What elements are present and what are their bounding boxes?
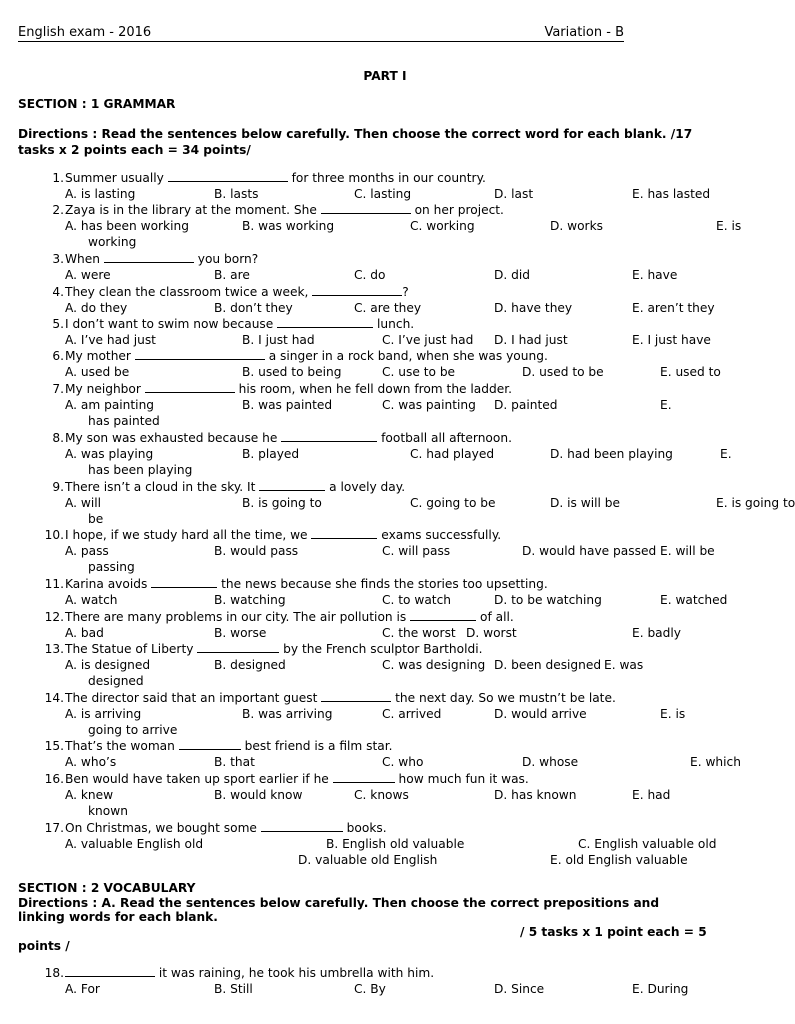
answer-option-b[interactable]: B. worse bbox=[214, 626, 267, 640]
answer-option-b[interactable]: B. are bbox=[214, 268, 250, 282]
answer-option-e[interactable]: E. was bbox=[604, 658, 644, 672]
answer-blank bbox=[277, 317, 373, 328]
answer-option-d[interactable]: D. used to be bbox=[522, 365, 604, 379]
question-number: 11. bbox=[44, 577, 64, 591]
answer-option-b[interactable]: B. I just had bbox=[242, 333, 315, 347]
answer-option-e[interactable]: E. had bbox=[632, 788, 671, 802]
question-stem bbox=[40, 966, 434, 980]
answer-option-c[interactable]: C. was designing bbox=[382, 658, 486, 672]
question-text-after-blank: how much fun it was. bbox=[394, 772, 529, 786]
question-text bbox=[65, 431, 512, 445]
question-stem bbox=[40, 203, 504, 217]
question-stem bbox=[40, 349, 548, 363]
question-number: 1. bbox=[52, 171, 64, 185]
answer-option-a[interactable]: A. used be bbox=[65, 365, 130, 379]
answer-option-b[interactable]: B. lasts bbox=[214, 187, 259, 201]
answer-option-e[interactable]: E. During bbox=[632, 982, 689, 996]
answer-option-c[interactable]: C. English valuable old bbox=[578, 837, 717, 851]
answer-option-c[interactable]: C. working bbox=[410, 219, 475, 233]
answer-option-c[interactable]: C. do bbox=[354, 268, 386, 282]
question-text bbox=[65, 691, 616, 705]
question-text-before-blank: On Christmas, we bought some bbox=[65, 821, 261, 835]
answer-option-d[interactable]: D. Since bbox=[494, 982, 545, 996]
answer-option-d[interactable]: D. did bbox=[494, 268, 530, 282]
answer-option-a[interactable]: A. has been working bbox=[65, 219, 189, 233]
question-text bbox=[65, 317, 414, 331]
answer-blank bbox=[259, 480, 325, 491]
question-text-before-blank: They clean the classroom twice a week, bbox=[65, 285, 313, 299]
question-text-after-blank: ? bbox=[402, 285, 409, 299]
question-text-after-blank: on her project. bbox=[410, 203, 504, 217]
question-text bbox=[65, 382, 512, 396]
question-number: 9. bbox=[52, 480, 64, 494]
question-number: 15. bbox=[44, 739, 64, 753]
answer-blank bbox=[151, 577, 217, 588]
question-text bbox=[65, 349, 548, 363]
answer-option-c[interactable]: C. arrived bbox=[382, 707, 442, 721]
question-stem bbox=[40, 821, 387, 835]
answer-option-b[interactable]: B. was painted bbox=[242, 398, 333, 412]
answer-option-e[interactable]: E. watched bbox=[660, 593, 728, 607]
exam-variation: Variation - B bbox=[544, 25, 624, 40]
answer-option-b[interactable]: B. English old valuable bbox=[326, 837, 465, 851]
answer-option-e[interactable]: E. is bbox=[660, 707, 686, 721]
answer-option-b[interactable]: B. that bbox=[214, 755, 255, 769]
answer-option-d[interactable]: D. is will be bbox=[550, 496, 620, 510]
answer-option-e[interactable]: E. used to bbox=[660, 365, 721, 379]
question-stem bbox=[40, 691, 616, 705]
answer-option-continuation: working bbox=[88, 235, 137, 249]
answer-option-b[interactable]: B. was arriving bbox=[242, 707, 333, 721]
answer-option-d[interactable]: D. had been playing bbox=[550, 447, 673, 461]
answer-option-c[interactable]: C. I’ve just had bbox=[382, 333, 474, 347]
answer-option-e[interactable]: E. has lasted bbox=[632, 187, 711, 201]
question-text-before-blank: Karina avoids bbox=[65, 577, 152, 591]
question-text bbox=[65, 739, 393, 753]
answer-blank bbox=[333, 772, 395, 783]
answer-option-e[interactable]: E. is bbox=[716, 219, 742, 233]
question-number: 14. bbox=[44, 691, 64, 705]
answer-option-b[interactable]: B. would pass bbox=[214, 544, 299, 558]
answer-option-a[interactable]: A. bad bbox=[65, 626, 104, 640]
question-number: 6. bbox=[52, 349, 64, 363]
question-text bbox=[65, 171, 486, 185]
answer-option-e[interactable]: E. which bbox=[690, 755, 741, 769]
question-text-before-blank: The director said that an important guest bbox=[65, 691, 322, 705]
question-text bbox=[65, 285, 409, 299]
question-stem bbox=[40, 317, 414, 331]
question-stem bbox=[40, 739, 393, 753]
answer-option-d[interactable]: D. to be watching bbox=[494, 593, 602, 607]
answer-option-c[interactable]: C. the worst bbox=[382, 626, 456, 640]
answer-option-c[interactable]: C. had played bbox=[410, 447, 495, 461]
answer-blank bbox=[410, 610, 476, 621]
answer-blank bbox=[168, 171, 288, 182]
answer-blank bbox=[179, 739, 241, 750]
answer-option-c[interactable]: C. going to be bbox=[410, 496, 496, 510]
question-text-after-blank: the next day. So we mustn’t be late. bbox=[391, 691, 616, 705]
answer-blank bbox=[281, 431, 377, 442]
question-text bbox=[65, 772, 529, 786]
answer-option-e[interactable]: E. will be bbox=[660, 544, 715, 558]
answer-blank bbox=[104, 252, 194, 263]
question-text-after-blank: by the French sculptor Bartholdi. bbox=[279, 642, 483, 656]
question-number: 5. bbox=[52, 317, 64, 331]
answer-option-b[interactable]: B. is going to bbox=[242, 496, 322, 510]
answer-option-a[interactable]: A. were bbox=[65, 268, 111, 282]
question-text-before-blank: When bbox=[65, 252, 104, 266]
question-text bbox=[65, 252, 258, 266]
answer-blank bbox=[321, 691, 391, 702]
answer-option-b[interactable]: B. designed bbox=[214, 658, 286, 672]
answer-option-d[interactable]: D. would have passed bbox=[522, 544, 657, 558]
question-text-before-blank: I don’t want to swim now because bbox=[65, 317, 278, 331]
answer-option-d[interactable]: D. I had just bbox=[494, 333, 568, 347]
question-text bbox=[65, 821, 387, 835]
answer-option-d[interactable]: D. painted bbox=[494, 398, 558, 412]
answer-option-e[interactable]: E. old English valuable bbox=[550, 853, 688, 867]
section1-title: SECTION : 1 GRAMMAR bbox=[18, 97, 176, 111]
question-number: 4. bbox=[52, 285, 64, 299]
answer-blank bbox=[311, 528, 377, 539]
answer-option-c[interactable]: C. knows bbox=[354, 788, 409, 802]
answer-option-continuation: known bbox=[88, 804, 128, 818]
question-stem bbox=[40, 610, 514, 624]
question-text-before-blank: Summer usually bbox=[65, 171, 168, 185]
question-stem bbox=[40, 382, 512, 396]
question-text-after-blank: his room, when he fell down from the ladder. bbox=[234, 382, 513, 396]
question-text bbox=[65, 528, 501, 542]
section2-directions-line1: Directions : A. Read the sentences below carefully. Then choose the correct prepositions and bbox=[18, 896, 660, 910]
question-stem bbox=[40, 480, 405, 494]
section2-directions-line4: points / bbox=[18, 939, 70, 953]
answer-option-a[interactable]: A. was playing bbox=[65, 447, 154, 461]
question-text-after-blank: books. bbox=[342, 821, 387, 835]
answer-option-e[interactable]: E. bbox=[660, 398, 672, 412]
question-number: 3. bbox=[52, 252, 64, 266]
answer-blank bbox=[321, 203, 411, 214]
answer-blank bbox=[145, 382, 235, 393]
answer-option-a[interactable]: A. watch bbox=[65, 593, 118, 607]
answer-option-c[interactable]: C. use to be bbox=[382, 365, 456, 379]
question-text-after-blank: of all. bbox=[476, 610, 514, 624]
answer-option-d[interactable]: D. have they bbox=[494, 301, 573, 315]
answer-option-continuation: passing bbox=[88, 560, 135, 574]
question-text-before-blank: My neighbor bbox=[65, 382, 145, 396]
question-text-after-blank: for three months in our country. bbox=[287, 171, 486, 185]
question-number: 16. bbox=[44, 772, 64, 786]
exam-title: English exam - 2016 bbox=[18, 25, 152, 40]
question-number: 12. bbox=[44, 610, 64, 624]
question-text bbox=[65, 610, 514, 624]
question-text-before-blank: I hope, if we study hard all the time, we bbox=[65, 528, 312, 542]
answer-option-a[interactable]: A. I’ve had just bbox=[65, 333, 156, 347]
question-text-before-blank: Zaya is in the library at the moment. She bbox=[65, 203, 321, 217]
answer-option-b[interactable]: B. Still bbox=[214, 982, 253, 996]
answer-option-e[interactable]: E. have bbox=[632, 268, 678, 282]
answer-option-d[interactable]: D. worst bbox=[466, 626, 517, 640]
answer-option-a[interactable]: A. am painting bbox=[65, 398, 155, 412]
answer-option-d[interactable]: D. been designed bbox=[494, 658, 602, 672]
question-text-after-blank: lunch. bbox=[373, 317, 415, 331]
question-text-before-blank: The Statue of Liberty bbox=[65, 642, 198, 656]
answer-option-a[interactable]: A. is lasting bbox=[65, 187, 136, 201]
answer-blank bbox=[197, 642, 279, 653]
answer-option-b[interactable]: B. would know bbox=[214, 788, 303, 802]
answer-option-d[interactable]: D. last bbox=[494, 187, 534, 201]
question-text-after-blank: best friend is a film star. bbox=[240, 739, 393, 753]
answer-blank bbox=[135, 349, 265, 360]
answer-option-d[interactable]: D. valuable old English bbox=[298, 853, 438, 867]
question-number: 17. bbox=[44, 821, 64, 835]
answer-option-a[interactable]: A. pass bbox=[65, 544, 109, 558]
answer-option-e[interactable]: E. is going to bbox=[716, 496, 795, 510]
answer-option-a[interactable]: A. is arriving bbox=[65, 707, 142, 721]
answer-option-d[interactable]: D. would arrive bbox=[494, 707, 587, 721]
answer-option-a[interactable]: A. is designed bbox=[65, 658, 151, 672]
answer-option-e[interactable]: E. bbox=[720, 447, 732, 461]
section1-directions-line1: Directions : Read the sentences below carefully. Then choose the correct word for each blank. /17 bbox=[18, 127, 693, 141]
answer-option-b[interactable]: B. don’t they bbox=[214, 301, 293, 315]
answer-option-continuation: has painted bbox=[88, 414, 160, 428]
question-stem bbox=[40, 431, 512, 445]
answer-option-continuation: designed bbox=[88, 674, 144, 688]
answer-option-b[interactable]: B. was working bbox=[242, 219, 335, 233]
answer-option-e[interactable]: E. badly bbox=[632, 626, 681, 640]
question-text-before-blank: My mother bbox=[65, 349, 135, 363]
answer-option-d[interactable]: D. has known bbox=[494, 788, 577, 802]
answer-option-continuation: going to arrive bbox=[88, 723, 178, 737]
answer-blank bbox=[312, 285, 402, 296]
answer-option-d[interactable]: D. works bbox=[550, 219, 603, 233]
question-text-before-blank: There are many problems in our city. The air pollution is bbox=[65, 610, 411, 624]
answer-option-a[interactable]: A. who’s bbox=[65, 755, 117, 769]
answer-option-b[interactable]: B. played bbox=[242, 447, 300, 461]
answer-option-a[interactable]: A. knew bbox=[65, 788, 114, 802]
answer-option-a[interactable]: A. do they bbox=[65, 301, 128, 315]
question-text-before-blank: That’s the woman bbox=[65, 739, 179, 753]
answer-option-a[interactable]: A. For bbox=[65, 982, 100, 996]
question-text bbox=[65, 203, 504, 217]
question-stem bbox=[40, 252, 258, 266]
answer-option-e[interactable]: E. aren’t they bbox=[632, 301, 715, 315]
answer-blank bbox=[261, 821, 343, 832]
answer-option-c[interactable]: C. are they bbox=[354, 301, 422, 315]
question-number: 13. bbox=[44, 642, 64, 656]
question-stem bbox=[40, 642, 482, 656]
answer-option-d[interactable]: D. whose bbox=[522, 755, 579, 769]
question-number: 10. bbox=[44, 528, 64, 542]
section2-directions-line3: / 5 tasks x 1 point each = 5 bbox=[520, 925, 707, 939]
question-text bbox=[65, 577, 548, 591]
section2-title: SECTION : 2 VOCABULARY bbox=[18, 881, 196, 895]
question-number: 8. bbox=[52, 431, 64, 445]
question-text-before-blank: Ben would have taken up sport earlier if he bbox=[65, 772, 333, 786]
answer-option-c[interactable]: C. was painting bbox=[382, 398, 476, 412]
question-stem bbox=[40, 528, 501, 542]
question-text-after-blank: a lovely day. bbox=[325, 480, 406, 494]
answer-option-continuation: has been playing bbox=[88, 463, 193, 477]
answer-blank bbox=[65, 966, 155, 977]
question-text-after-blank: football all afternoon. bbox=[377, 431, 512, 445]
question-stem bbox=[40, 772, 529, 786]
answer-option-c[interactable]: C. lasting bbox=[354, 187, 412, 201]
answer-option-a[interactable]: A. will bbox=[65, 496, 101, 510]
answer-option-continuation: be bbox=[88, 512, 104, 526]
question-text-after-blank: it was raining, he took his umbrella with him. bbox=[155, 966, 435, 980]
question-text-after-blank: the news because she finds the stories too upsetting. bbox=[217, 577, 548, 591]
question-text-after-blank: you born? bbox=[193, 252, 259, 266]
question-number: 18. bbox=[44, 966, 64, 980]
answer-option-b[interactable]: B. used to being bbox=[242, 365, 342, 379]
section2-directions-line2: linking words for each blank. bbox=[18, 910, 218, 924]
question-text bbox=[65, 966, 434, 980]
question-text-after-blank: a singer in a rock band, when she was young. bbox=[264, 349, 548, 363]
part-title: PART I bbox=[363, 69, 407, 83]
answer-option-a[interactable]: A. valuable English old bbox=[65, 837, 204, 851]
question-number: 7. bbox=[52, 382, 64, 396]
section1-directions-line2: tasks x 2 points each = 34 points/ bbox=[18, 143, 251, 157]
answer-option-e[interactable]: E. I just have bbox=[632, 333, 711, 347]
answer-option-c[interactable]: C. to watch bbox=[382, 593, 452, 607]
answer-option-c[interactable]: C. who bbox=[382, 755, 424, 769]
question-text-before-blank: My son was exhausted because he bbox=[65, 431, 282, 445]
question-stem bbox=[40, 171, 486, 185]
exam-header bbox=[18, 25, 624, 42]
answer-option-c[interactable]: C. will pass bbox=[382, 544, 451, 558]
question-text-before-blank: There isn’t a cloud in the sky. It bbox=[65, 480, 260, 494]
question-text-after-blank: exams successfully. bbox=[377, 528, 502, 542]
answer-option-c[interactable]: C. By bbox=[354, 982, 386, 996]
question-text bbox=[65, 642, 482, 656]
question-stem bbox=[40, 577, 548, 591]
question-stem bbox=[40, 285, 409, 299]
question-text bbox=[65, 480, 405, 494]
question-number: 2. bbox=[52, 203, 64, 217]
answer-option-b[interactable]: B. watching bbox=[214, 593, 286, 607]
